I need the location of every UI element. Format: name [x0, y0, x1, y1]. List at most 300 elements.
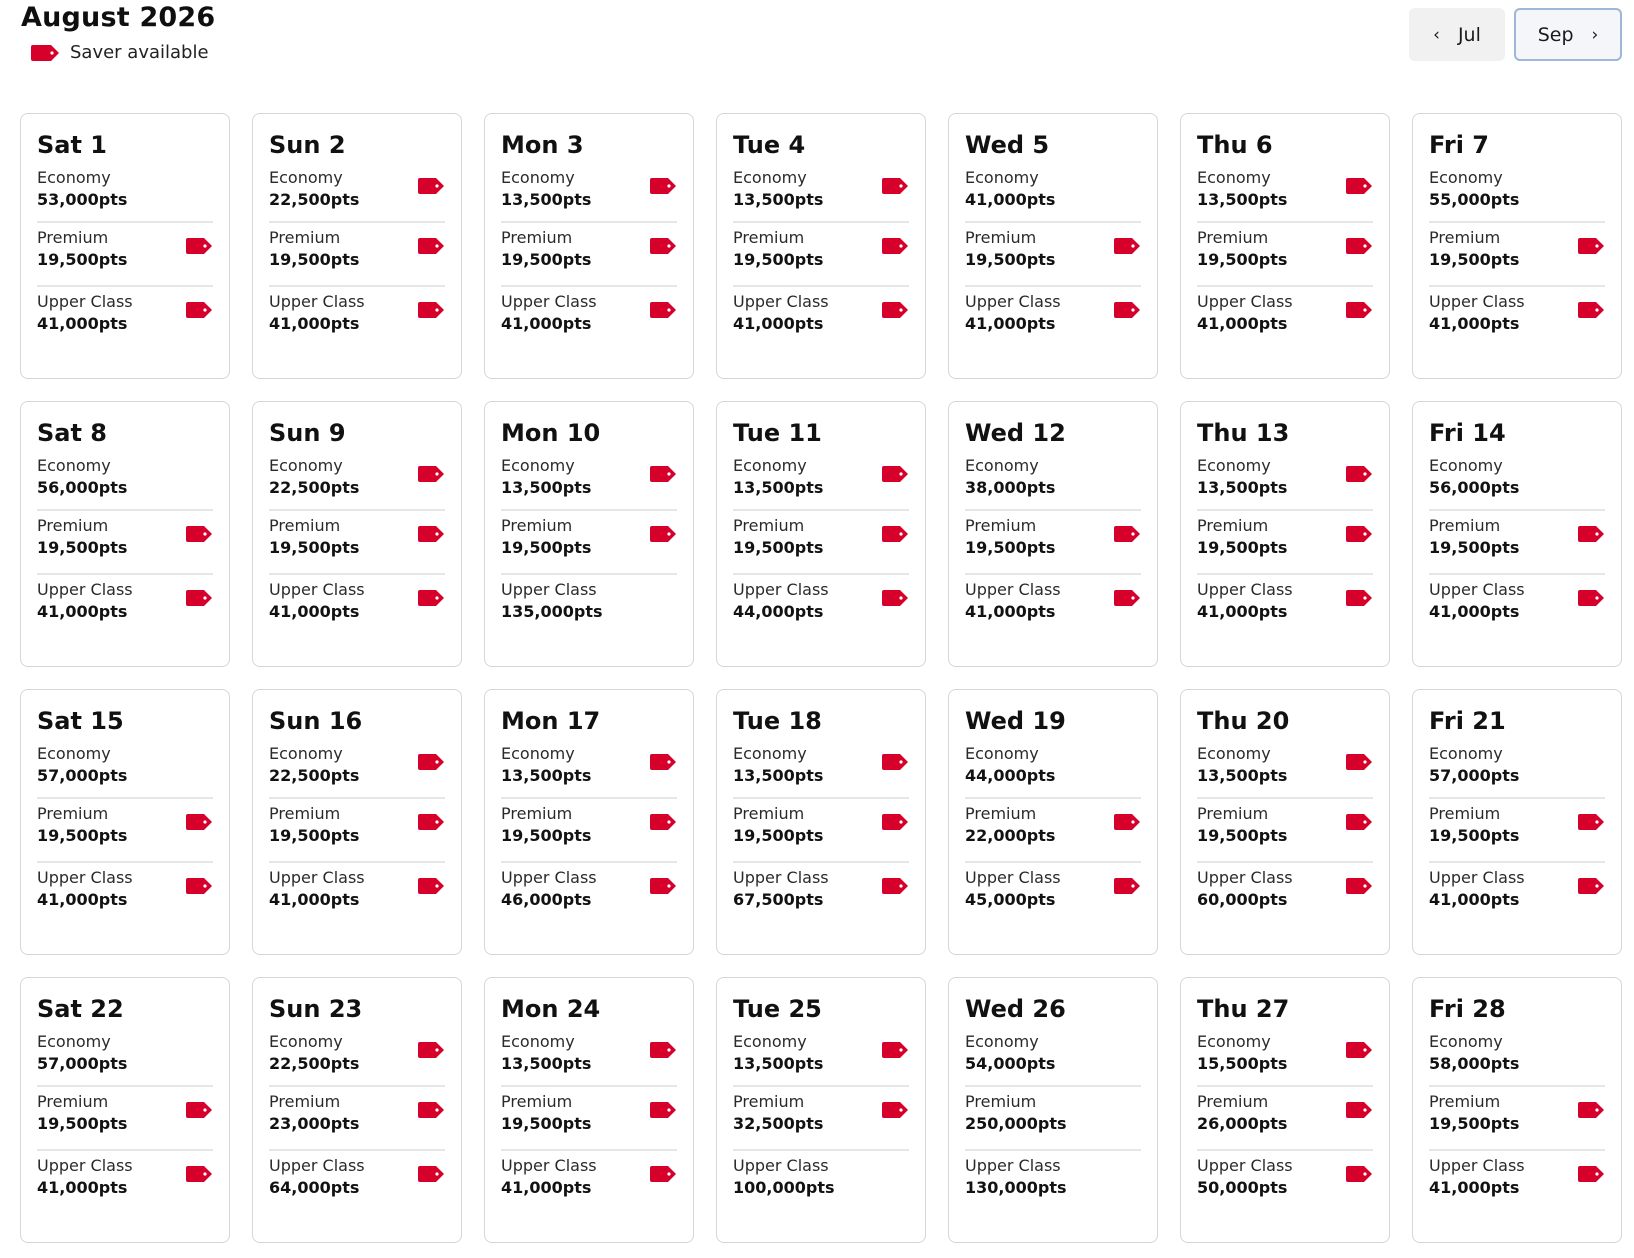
price-tag-icon: [417, 465, 445, 483]
day-label: Fri 28: [1429, 995, 1506, 1023]
points-price: 22,500pts: [269, 190, 360, 209]
day-label: Thu 20: [1197, 707, 1290, 735]
price-tag-icon: [417, 177, 445, 195]
cabin-name: Economy: [1429, 168, 1503, 187]
cabin-name: Economy: [501, 456, 575, 475]
fare-option[interactable]: [37, 575, 213, 637]
cabin-name: Economy: [37, 168, 111, 187]
fare-option[interactable]: [37, 223, 213, 287]
cabin-name: Premium: [269, 228, 341, 247]
day-card[interactable]: [948, 401, 1158, 667]
fare-option[interactable]: [1429, 863, 1605, 925]
points-price: 19,500pts: [1429, 250, 1520, 269]
price-tag-icon: [185, 589, 213, 607]
points-price: 19,500pts: [1429, 538, 1520, 557]
points-price: 41,000pts: [269, 602, 360, 621]
points-price: 67,500pts: [733, 890, 824, 909]
fare-option[interactable]: [1429, 575, 1605, 637]
cabin-name: Premium: [37, 516, 109, 535]
points-price: 19,500pts: [37, 250, 128, 269]
day-label: Fri 7: [1429, 131, 1489, 159]
points-price: 56,000pts: [1429, 478, 1520, 497]
cabin-name: Premium: [269, 804, 341, 823]
day-label: Mon 17: [501, 707, 601, 735]
day-card[interactable]: [716, 689, 926, 955]
cabin-name: Premium: [1197, 228, 1269, 247]
price-tag-icon: [649, 465, 677, 483]
points-price: 41,000pts: [733, 314, 824, 333]
price-tag-icon: [417, 813, 445, 831]
fare-option[interactable]: [501, 511, 677, 575]
points-price: 19,500pts: [733, 538, 824, 557]
fare-option[interactable]: [501, 743, 677, 799]
points-price: 19,500pts: [269, 250, 360, 269]
day-label: Mon 24: [501, 995, 601, 1023]
fare-option[interactable]: [733, 455, 909, 511]
day-card[interactable]: [1412, 689, 1622, 955]
cabin-name: Upper Class: [965, 580, 1061, 599]
day-card[interactable]: [20, 113, 230, 379]
price-tag-icon: [417, 1101, 445, 1119]
points-price: 55,000pts: [1429, 190, 1520, 209]
price-tag-icon: [1577, 589, 1605, 607]
fare-option[interactable]: [37, 1151, 213, 1213]
cabin-name: Premium: [733, 228, 805, 247]
price-tag-icon: [1345, 813, 1373, 831]
points-price: 41,000pts: [965, 190, 1056, 209]
cabin-name: Upper Class: [965, 1156, 1061, 1175]
price-tag-icon: [1345, 1165, 1373, 1183]
day-label: Tue 25: [733, 995, 822, 1023]
points-price: 19,500pts: [1197, 250, 1288, 269]
cabin-name: Economy: [269, 1032, 343, 1051]
price-tag-icon: [185, 813, 213, 831]
fare-option[interactable]: [501, 223, 677, 287]
day-card[interactable]: [1412, 977, 1622, 1243]
price-tag-icon: [1577, 1165, 1605, 1183]
points-price: 19,500pts: [1429, 826, 1520, 845]
price-tag-icon: [417, 1165, 445, 1183]
fare-option[interactable]: [37, 743, 213, 799]
fare-option[interactable]: [1197, 1031, 1373, 1087]
fare-option[interactable]: [501, 863, 677, 925]
cabin-name: Premium: [1197, 1092, 1269, 1111]
points-price: 13,500pts: [501, 478, 592, 497]
price-tag-icon: [1345, 1101, 1373, 1119]
day-card[interactable]: [948, 977, 1158, 1243]
price-tag-icon: [1113, 301, 1141, 319]
points-price: 13,500pts: [1197, 478, 1288, 497]
day-card[interactable]: [252, 977, 462, 1243]
price-tag-icon: [649, 177, 677, 195]
cabin-name: Upper Class: [1429, 580, 1525, 599]
fare-option[interactable]: [1429, 1087, 1605, 1151]
cabin-name: Upper Class: [1429, 292, 1525, 311]
day-label: Sat 22: [37, 995, 124, 1023]
points-price: 130,000pts: [965, 1178, 1067, 1197]
fare-option[interactable]: [733, 575, 909, 637]
day-card[interactable]: [252, 113, 462, 379]
cabin-name: Upper Class: [37, 580, 133, 599]
next-month-label: Sep: [1537, 23, 1574, 46]
day-label: Wed 19: [965, 707, 1066, 735]
fare-option[interactable]: [1197, 743, 1373, 799]
points-price: 57,000pts: [1429, 766, 1520, 785]
next-month-button[interactable]: [1514, 8, 1622, 61]
price-tag-icon: [649, 813, 677, 831]
fare-option[interactable]: [37, 1031, 213, 1087]
day-label: Sun 2: [269, 131, 346, 159]
fare-option[interactable]: [965, 863, 1141, 925]
cabin-name: Upper Class: [269, 580, 365, 599]
points-price: 250,000pts: [965, 1114, 1067, 1133]
fare-option[interactable]: [269, 1031, 445, 1087]
points-price: 60,000pts: [1197, 890, 1288, 909]
points-price: 41,000pts: [269, 890, 360, 909]
points-price: 57,000pts: [37, 766, 128, 785]
fare-option[interactable]: [733, 863, 909, 925]
fare-option[interactable]: [965, 575, 1141, 637]
fare-option[interactable]: [1197, 223, 1373, 287]
price-tag-icon: [185, 1101, 213, 1119]
points-price: 41,000pts: [965, 314, 1056, 333]
price-tag-icon: [417, 237, 445, 255]
points-price: 41,000pts: [1197, 602, 1288, 621]
price-tag-icon: [881, 813, 909, 831]
day-label: Thu 13: [1197, 419, 1290, 447]
day-label: Sat 1: [37, 131, 108, 159]
chevron-right-icon: ›: [1591, 24, 1599, 45]
price-tag-icon: [649, 877, 677, 895]
price-tag-icon: [1345, 177, 1373, 195]
fare-option[interactable]: [1197, 575, 1373, 637]
price-tag-icon: [185, 301, 213, 319]
points-price: 13,500pts: [1197, 766, 1288, 785]
cabin-name: Premium: [1197, 804, 1269, 823]
points-price: 44,000pts: [965, 766, 1056, 785]
previous-month-button[interactable]: [1409, 8, 1505, 61]
fare-option[interactable]: [1197, 455, 1373, 511]
cabin-name: Premium: [269, 1092, 341, 1111]
price-tag-icon: [30, 44, 60, 62]
fare-option[interactable]: [1197, 799, 1373, 863]
cabin-name: Upper Class: [37, 1156, 133, 1175]
points-price: 13,500pts: [501, 766, 592, 785]
price-tag-icon: [881, 877, 909, 895]
fare-option[interactable]: [501, 1087, 677, 1151]
points-price: 41,000pts: [1429, 890, 1520, 909]
points-price: 44,000pts: [733, 602, 824, 621]
fare-option[interactable]: [37, 1087, 213, 1151]
fare-option[interactable]: [733, 511, 909, 575]
day-card[interactable]: [20, 401, 230, 667]
cabin-name: Economy: [269, 744, 343, 763]
day-card[interactable]: [1180, 689, 1390, 955]
price-tag-icon: [1113, 589, 1141, 607]
cabin-name: Premium: [37, 804, 109, 823]
fare-option[interactable]: [965, 1151, 1141, 1213]
points-price: 23,000pts: [269, 1114, 360, 1133]
fare-option[interactable]: [1429, 223, 1605, 287]
fare-option[interactable]: [501, 1031, 677, 1087]
fare-option[interactable]: [269, 287, 445, 349]
points-price: 19,500pts: [37, 826, 128, 845]
fare-option[interactable]: [965, 743, 1141, 799]
price-tag-icon: [881, 177, 909, 195]
points-price: 41,000pts: [269, 314, 360, 333]
fare-option[interactable]: [501, 575, 677, 637]
fare-option[interactable]: [37, 167, 213, 223]
points-price: 38,000pts: [965, 478, 1056, 497]
fare-option[interactable]: [501, 455, 677, 511]
cabin-name: Economy: [37, 1032, 111, 1051]
day-card[interactable]: [716, 977, 926, 1243]
points-price: 13,500pts: [1197, 190, 1288, 209]
fare-option[interactable]: [501, 167, 677, 223]
day-card[interactable]: [484, 977, 694, 1243]
day-label: Tue 4: [733, 131, 806, 159]
fare-option[interactable]: [733, 799, 909, 863]
cabin-name: Premium: [501, 228, 573, 247]
calendar-grid: [20, 113, 1620, 1243]
fare-option[interactable]: [733, 287, 909, 349]
day-label: Wed 12: [965, 419, 1066, 447]
points-price: 13,500pts: [733, 190, 824, 209]
day-label: Wed 5: [965, 131, 1050, 159]
day-card[interactable]: [20, 689, 230, 955]
cabin-name: Economy: [501, 744, 575, 763]
cabin-name: Upper Class: [501, 868, 597, 887]
fare-option[interactable]: [965, 167, 1141, 223]
price-tag-icon: [881, 1101, 909, 1119]
cabin-name: Upper Class: [269, 292, 365, 311]
cabin-name: Economy: [965, 1032, 1039, 1051]
cabin-name: Upper Class: [733, 1156, 829, 1175]
price-tag-icon: [649, 301, 677, 319]
price-tag-icon: [649, 1165, 677, 1183]
fare-option[interactable]: [37, 799, 213, 863]
fare-option[interactable]: [269, 863, 445, 925]
price-tag-icon: [417, 589, 445, 607]
fare-option[interactable]: [269, 1151, 445, 1213]
fare-option[interactable]: [269, 223, 445, 287]
points-price: 100,000pts: [733, 1178, 835, 1197]
fare-option[interactable]: [965, 511, 1141, 575]
fare-option[interactable]: [1429, 511, 1605, 575]
cabin-name: Economy: [1197, 744, 1271, 763]
cabin-name: Upper Class: [1197, 580, 1293, 599]
day-label: Sat 8: [37, 419, 108, 447]
cabin-name: Economy: [37, 456, 111, 475]
points-price: 26,000pts: [1197, 1114, 1288, 1133]
price-tag-icon: [649, 753, 677, 771]
cabin-name: Premium: [501, 804, 573, 823]
cabin-name: Economy: [1429, 456, 1503, 475]
fare-option[interactable]: [269, 799, 445, 863]
points-price: 54,000pts: [965, 1054, 1056, 1073]
fare-option[interactable]: [37, 455, 213, 511]
cabin-name: Upper Class: [501, 292, 597, 311]
points-price: 19,500pts: [1429, 1114, 1520, 1133]
cabin-name: Premium: [1429, 516, 1501, 535]
fare-option[interactable]: [965, 223, 1141, 287]
points-price: 41,000pts: [1429, 602, 1520, 621]
day-card[interactable]: [1180, 113, 1390, 379]
day-label: Fri 14: [1429, 419, 1506, 447]
fare-option[interactable]: [37, 511, 213, 575]
fare-option[interactable]: [1429, 1151, 1605, 1213]
day-label: Fri 21: [1429, 707, 1506, 735]
fare-option[interactable]: [1197, 863, 1373, 925]
cabin-name: Economy: [269, 168, 343, 187]
day-card[interactable]: [1180, 977, 1390, 1243]
day-card[interactable]: [948, 689, 1158, 955]
fare-option[interactable]: [501, 799, 677, 863]
fare-option[interactable]: [733, 167, 909, 223]
price-tag-icon: [881, 465, 909, 483]
fare-option[interactable]: [1429, 799, 1605, 863]
fare-option[interactable]: [1429, 167, 1605, 223]
day-card[interactable]: [716, 401, 926, 667]
fare-option[interactable]: [965, 1031, 1141, 1087]
points-price: 50,000pts: [1197, 1178, 1288, 1197]
cabin-name: Premium: [501, 1092, 573, 1111]
points-price: 13,500pts: [501, 1054, 592, 1073]
price-tag-icon: [881, 525, 909, 543]
fare-option[interactable]: [269, 455, 445, 511]
price-tag-icon: [649, 1041, 677, 1059]
points-price: 58,000pts: [1429, 1054, 1520, 1073]
cabin-name: Premium: [733, 1092, 805, 1111]
cabin-name: Premium: [733, 516, 805, 535]
cabin-name: Economy: [733, 1032, 807, 1051]
cabin-name: Upper Class: [269, 868, 365, 887]
points-price: 13,500pts: [733, 478, 824, 497]
points-price: 19,500pts: [501, 1114, 592, 1133]
cabin-name: Upper Class: [1197, 868, 1293, 887]
fare-option[interactable]: [965, 455, 1141, 511]
fare-option[interactable]: [965, 1087, 1141, 1151]
points-price: 41,000pts: [501, 1178, 592, 1197]
day-card[interactable]: [484, 689, 694, 955]
points-price: 13,500pts: [733, 766, 824, 785]
points-price: 22,500pts: [269, 1054, 360, 1073]
cabin-name: Premium: [37, 228, 109, 247]
fare-option[interactable]: [1429, 743, 1605, 799]
day-card[interactable]: [1412, 113, 1622, 379]
fare-option[interactable]: [269, 575, 445, 637]
points-price: 135,000pts: [501, 602, 603, 621]
fare-option[interactable]: [37, 287, 213, 349]
price-tag-icon: [649, 237, 677, 255]
day-card[interactable]: [1180, 401, 1390, 667]
cabin-name: Upper Class: [501, 580, 597, 599]
fare-option[interactable]: [37, 863, 213, 925]
fare-option[interactable]: [965, 799, 1141, 863]
day-label: Sun 16: [269, 707, 363, 735]
price-tag-icon: [417, 301, 445, 319]
points-price: 22,500pts: [269, 478, 360, 497]
cabin-name: Upper Class: [1197, 1156, 1293, 1175]
cabin-name: Upper Class: [37, 868, 133, 887]
fare-option[interactable]: [733, 223, 909, 287]
fare-option[interactable]: [965, 287, 1141, 349]
fare-option[interactable]: [269, 511, 445, 575]
day-card[interactable]: [948, 113, 1158, 379]
fare-option[interactable]: [733, 1087, 909, 1151]
fare-option[interactable]: [733, 1151, 909, 1213]
fare-option[interactable]: [501, 287, 677, 349]
cabin-name: Upper Class: [1429, 868, 1525, 887]
day-card[interactable]: [484, 113, 694, 379]
fare-option[interactable]: [501, 1151, 677, 1213]
points-price: 19,500pts: [269, 826, 360, 845]
points-price: 56,000pts: [37, 478, 128, 497]
points-price: 19,500pts: [501, 538, 592, 557]
day-label: Wed 26: [965, 995, 1066, 1023]
price-tag-icon: [417, 525, 445, 543]
previous-month-label: Jul: [1457, 23, 1481, 46]
price-tag-icon: [1345, 589, 1373, 607]
day-card[interactable]: [1412, 401, 1622, 667]
day-card[interactable]: [484, 401, 694, 667]
fare-option[interactable]: [1197, 287, 1373, 349]
cabin-name: Premium: [965, 228, 1037, 247]
fare-option[interactable]: [1429, 1031, 1605, 1087]
price-tag-icon: [1577, 301, 1605, 319]
day-card[interactable]: [252, 401, 462, 667]
fare-option[interactable]: [269, 167, 445, 223]
points-price: 32,500pts: [733, 1114, 824, 1133]
fare-option[interactable]: [1197, 1151, 1373, 1213]
fare-option[interactable]: [733, 1031, 909, 1087]
cabin-name: Economy: [733, 744, 807, 763]
day-label: Mon 10: [501, 419, 601, 447]
day-card[interactable]: [20, 977, 230, 1243]
fare-option[interactable]: [733, 743, 909, 799]
price-tag-icon: [649, 1101, 677, 1119]
cabin-name: Economy: [733, 456, 807, 475]
cabin-name: Economy: [501, 1032, 575, 1051]
cabin-name: Upper Class: [501, 1156, 597, 1175]
points-price: 64,000pts: [269, 1178, 360, 1197]
points-price: 19,500pts: [733, 826, 824, 845]
cabin-name: Economy: [965, 456, 1039, 475]
fare-option[interactable]: [269, 1087, 445, 1151]
cabin-name: Premium: [37, 1092, 109, 1111]
cabin-name: Premium: [1429, 1092, 1501, 1111]
chevron-left-icon: ‹: [1433, 24, 1440, 45]
points-price: 19,500pts: [965, 250, 1056, 269]
fare-option[interactable]: [269, 743, 445, 799]
cabin-name: Upper Class: [269, 1156, 365, 1175]
fare-option[interactable]: [1197, 511, 1373, 575]
calendar-header: [0, 0, 1634, 90]
day-card[interactable]: [252, 689, 462, 955]
day-card[interactable]: [716, 113, 926, 379]
fare-option[interactable]: [1429, 455, 1605, 511]
price-tag-icon: [649, 525, 677, 543]
points-price: 41,000pts: [37, 314, 128, 333]
fare-option[interactable]: [1197, 167, 1373, 223]
points-price: 19,500pts: [1197, 826, 1288, 845]
price-tag-icon: [1577, 237, 1605, 255]
points-price: 19,500pts: [965, 538, 1056, 557]
fare-option[interactable]: [1429, 287, 1605, 349]
points-price: 19,500pts: [1197, 538, 1288, 557]
day-label: Tue 18: [733, 707, 822, 735]
fare-option[interactable]: [1197, 1087, 1373, 1151]
